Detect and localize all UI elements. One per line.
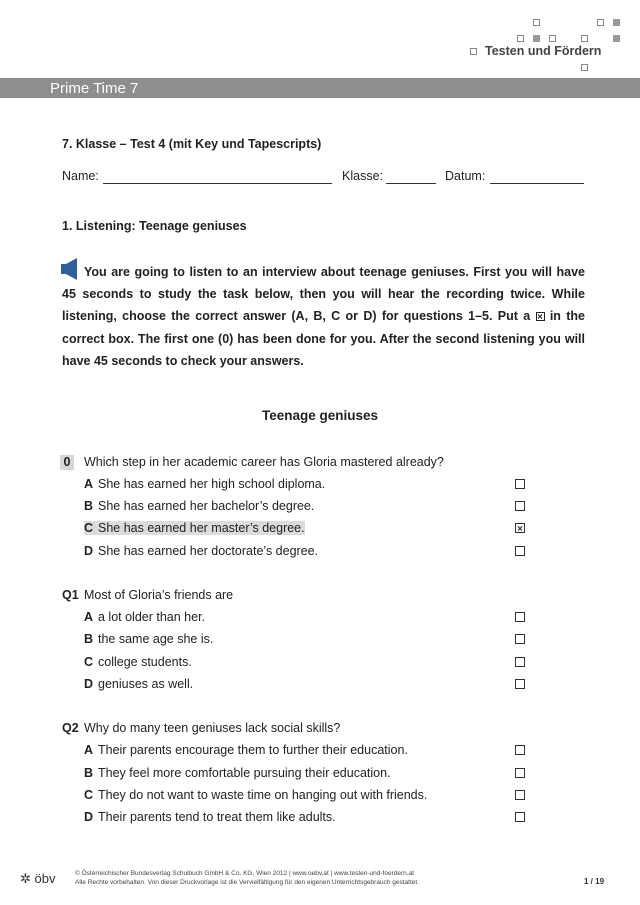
checked-box-icon [536, 312, 545, 321]
checkbox-2-a[interactable] [515, 745, 525, 755]
brand-name: Testen und Fördern [485, 44, 602, 58]
class-field[interactable] [386, 183, 436, 184]
date-field[interactable] [490, 183, 584, 184]
option-letter: A [84, 477, 94, 491]
date-label: Datum: [445, 169, 486, 183]
option-letter: A [84, 743, 94, 757]
option-1-b [84, 632, 213, 646]
class-label: Klasse: [342, 169, 383, 183]
option-letter: C [84, 521, 94, 535]
instructions [62, 261, 585, 372]
test-title: 7. Klasse – Test 4 (mit Key und Tapescripts) [62, 137, 322, 151]
option-letter: D [84, 544, 94, 558]
option-0-d [84, 544, 318, 558]
option-letter: B [84, 632, 94, 646]
option-text: college students. [98, 655, 192, 669]
option-1-c [84, 655, 192, 669]
checkbox-0-c-checked[interactable] [515, 523, 525, 533]
option-2-c [84, 788, 427, 802]
footer-copyright [75, 869, 419, 887]
checkbox-2-d[interactable] [515, 812, 525, 822]
option-text: Their parents tend to treat them like adults. [98, 810, 336, 824]
name-field[interactable] [103, 183, 332, 184]
question-text: Which step in her academic career has Gloria mastered already? [84, 455, 444, 469]
checkbox-0-b[interactable] [515, 501, 525, 511]
checkbox-1-b[interactable] [515, 634, 525, 644]
option-2-b [84, 766, 391, 780]
footer-line-2: Alle Rechte vorbehalten. Von dieser Druckvorlage ist die Vervielfältigung für den eigenen Unterrichtsgebrauch gestattet. [75, 879, 419, 886]
option-text: the same age she is. [98, 632, 214, 646]
publisher-logo [20, 871, 56, 887]
option-text: She has earned her doctorate’s degree. [98, 544, 319, 558]
checkbox-1-a[interactable] [515, 612, 525, 622]
option-text: She has earned her high school diploma. [98, 477, 326, 491]
option-0-a [84, 477, 325, 491]
banner-title: Prime Time 7 [50, 80, 139, 97]
option-1-d [84, 677, 193, 691]
instruction-text-a: You are going to listen to an interview about teenage geniuses. First you will have 45 seconds to study the task below, then you will hear the recording twice. While listening, choose the correct answer (A, B, C or D) for questions 1–5. Put a [62, 265, 585, 324]
option-text: They do not want to waste time on hanging out with friends. [98, 788, 428, 802]
checkbox-0-a[interactable] [515, 479, 525, 489]
option-0-b [84, 499, 314, 513]
logo-text: öbv [34, 871, 56, 886]
option-letter: B [84, 766, 94, 780]
question-text: Most of Gloria’s friends are [84, 588, 234, 602]
question-text: Why do many teen geniuses lack social skills? [84, 721, 341, 735]
option-text: She has earned her bachelor’s degree. [98, 499, 315, 513]
option-letter: C [84, 655, 94, 669]
option-letter: C [84, 788, 94, 802]
option-text: She has earned her master’s degree. [98, 521, 305, 535]
option-text: geniuses as well. [98, 677, 194, 691]
option-1-a [84, 610, 205, 624]
option-text: Their parents encourage them to further their education. [98, 743, 408, 757]
option-letter: D [84, 677, 94, 691]
title-banner [0, 78, 640, 98]
checkbox-1-c[interactable] [515, 657, 525, 667]
option-0-c [84, 521, 305, 535]
section-title: 1. Listening: Teenage geniuses [62, 219, 247, 233]
task-title: Teenage geniuses [261, 408, 379, 423]
option-text: a lot older than her. [98, 610, 206, 624]
option-letter: B [84, 499, 94, 513]
option-letter: D [84, 810, 94, 824]
instruction-text-b: in the correct box. The first one (0) has been done for you. After the second listening you will have 45 seconds to check your answers. [62, 309, 585, 368]
asterisk-icon: ✲ [20, 871, 31, 886]
name-label: Name: [62, 169, 99, 183]
option-text: They feel more comfortable pursuing their education. [98, 766, 391, 780]
page-number: 1 / 19 [584, 877, 605, 886]
question-number: Q2 [62, 721, 79, 735]
checkbox-2-c[interactable] [515, 790, 525, 800]
footer-line-1: © Österreichischer Bundesverlag Schulbuch GmbH & Co. KG, Wien 2012 | www.oebv.at | www.testen-und-foerdern.at [75, 870, 414, 877]
option-2-d [84, 810, 336, 824]
question-number: Q1 [62, 588, 79, 602]
option-letter: A [84, 610, 94, 624]
option-2-a [84, 743, 408, 757]
question-number: 0 [60, 455, 74, 470]
checkbox-1-d[interactable] [515, 679, 525, 689]
checkbox-0-d[interactable] [515, 546, 525, 556]
checkbox-2-b[interactable] [515, 768, 525, 778]
